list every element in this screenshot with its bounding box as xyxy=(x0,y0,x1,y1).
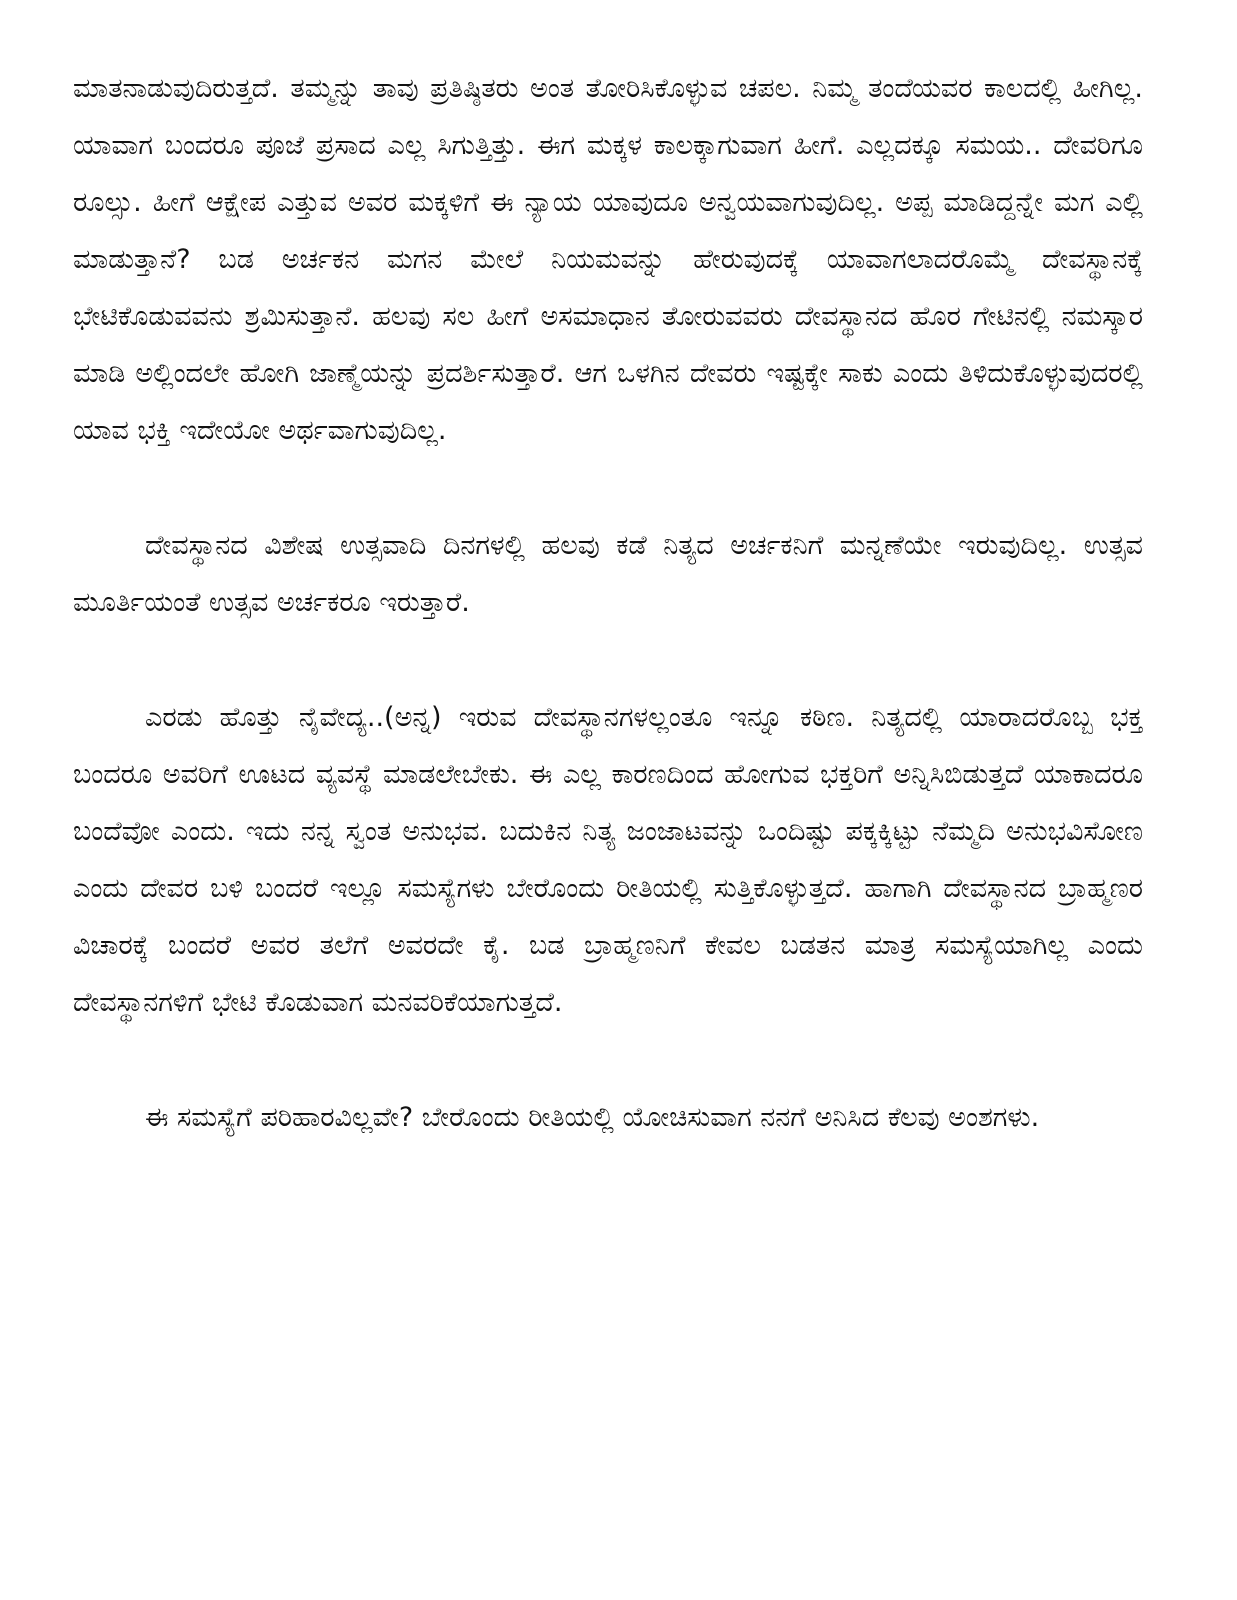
paragraph-1: ಮಾತನಾಡುವುದಿರುತ್ತದೆ. ತಮ್ಮನ್ನು ತಾವು ಪ್ರತಿಷ್ಠಿತರು ಅಂತ ತೋರಿಸಿಕೊಳ್ಳುವ ಚಪಲ. ನಿಮ್ಮ ತಂದೆಯವರ ಕಾಲದಲ್ಲಿ ಹೀಗಿಲ್ಲ. ಯಾವಾಗ ಬಂದರೂ ಪೂಜೆ ಪ್ರಸಾದ ಎಲ್ಲ ಸಿಗುತ್ತಿತ್ತು. ಈಗ ಮಕ್ಕಳ ಕಾಲಕ್ಕಾಗುವಾಗ ಹೀಗೆ. ಎಲ್ಲದಕ್ಕೂ ಸಮಯ.. ದೇವರಿಗೂ ರೂಲ್ಸು. ಹೀಗೆ ಆಕ್ಷೇಪ ಎತ್ತುವ ಅವರ ಮಕ್ಕಳಿಗೆ ಈ ನ್ಯಾಯ ಯಾವುದೂ ಅನ್ವಯವಾಗುವುದಿಲ್ಲ. ಅಪ್ಪ ಮಾಡಿದ್ದನ್ನೇ ಮಗ ಎಲ್ಲಿ ಮಾಡುತ್ತಾನೆ? ಬಡ ಅರ್ಚಕನ ಮಗನ ಮೇಲೆ ನಿಯಮವನ್ನು ಹೇರುವುದಕ್ಕೆ ಯಾವಾಗಲಾದರೊಮ್ಮೆ ದೇವಸ್ಥಾನಕ್ಕೆ ಭೇಟಿಕೊಡುವವನು ಶ್ರಮಿಸುತ್ತಾನೆ. ಹಲವು ಸಲ ಹೀಗೆ ಅಸಮಾಧಾನ ತೋರುವವರು ದೇವಸ್ಥಾನದ ಹೊರ ಗೇಟಿನಲ್ಲಿ ನಮಸ್ಕಾರ ಮಾಡಿ ಅಲ್ಲಿಂದಲೇ ಹೋಗಿ ಜಾಣ್ಮೆಯನ್ನು ಪ್ರದರ್ಶಿಸುತ್ತಾರೆ. ಆಗ ಒಳಗಿನ ದೇವರು ಇಷ್ಟಕ್ಕೇ ಸಾಕು ಎಂದು ತಿಳಿದುಕೊಳ್ಳುವುದರಲ್ಲಿ ಯಾವ ಭಕ್ತಿ ಇದೇಯೋ ಅರ್ಥವಾಗುವುದಿಲ್ಲ. xyxy=(73,73,1143,446)
paragraph-spacer xyxy=(73,1031,1143,1089)
document-page xyxy=(73,60,1143,1146)
paragraph-2: ದೇವಸ್ಥಾನದ ವಿಶೇಷ ಉತ್ಸವಾದಿ ದಿನಗಳಲ್ಲಿ ಹಲವು ಕಡೆ ನಿತ್ಯದ ಅರ್ಚಕನಿಗೆ ಮನ್ನಣೆಯೇ ಇರುವುದಿಲ್ಲ. ಉತ್ಸವ ಮೂರ್ತಿಯಂತೆ ಉತ್ಸವ ಅರ್ಚಕರೂ ಇರುತ್ತಾರೆ. xyxy=(73,530,1143,618)
paragraph-spacer xyxy=(73,459,1143,517)
paragraph-spacer xyxy=(73,631,1143,689)
paragraph-4: ಈ ಸಮಸ್ಯೆಗೆ ಪರಿಹಾರವಿಲ್ಲವೇ? ಬೇರೊಂದು ರೀತಿಯಲ್ಲಿ ಯೋಚಿಸುವಾಗ ನನಗೆ ಅನಿಸಿದ ಕೆಲವು ಅಂಶಗಳು. xyxy=(145,1102,1040,1133)
paragraph-3: ಎರಡು ಹೊತ್ತು ನೈವೇದ್ಯ..(ಅನ್ನ) ಇರುವ ದೇವಸ್ಥಾನಗಳಲ್ಲಂತೂ ಇನ್ನೂ ಕಠಿಣ. ನಿತ್ಯದಲ್ಲಿ ಯಾರಾದರೊಬ್ಬ ಭಕ್ತ ಬಂದರೂ ಅವರಿಗೆ ಊಟದ ವ್ಯವಸ್ಥೆ ಮಾಡಲೇಬೇಕು. ಈ ಎಲ್ಲ ಕಾರಣದಿಂದ ಹೋಗುವ ಭಕ್ತರಿಗೆ ಅನ್ನಿಸಿಬಿಡುತ್ತದೆ ಯಾಕಾದರೂ ಬಂದೆವೋ ಎಂದು. ಇದು ನನ್ನ ಸ್ವಂತ ಅನುಭವ. ಬದುಕಿನ ನಿತ್ಯ ಜಂಜಾಟವನ್ನು ಒಂದಿಷ್ಟು ಪಕ್ಕಕ್ಕಿಟ್ಟು ನೆಮ್ಮದಿ ಅನುಭವಿಸೋಣ ಎಂದು ದೇವರ ಬಳಿ ಬಂದರೆ ಇಲ್ಲೂ ಸಮಸ್ಯೆಗಳು ಬೇರೊಂದು ರೀತಿಯಲ್ಲಿ ಸುತ್ತಿಕೊಳ್ಳುತ್ತದೆ. ಹಾಗಾಗಿ ದೇವಸ್ಥಾನದ ಬ್ರಾಹ್ಮಣರ ವಿಚಾರಕ್ಕೆ ಬಂದರೆ ಅವರ ತಲೆಗೆ ಅವರದೇ ಕೈ. ಬಡ ಬ್ರಾಹ್ಮಣನಿಗೆ ಕೇವಲ ಬಡತನ ಮಾತ್ರ ಸಮಸ್ಯೆಯಾಗಿಲ್ಲ ಎಂದು ದೇವಸ್ಥಾನಗಳಿಗೆ ಭೇಟಿ ಕೊಡುವಾಗ ಮನವರಿಕೆಯಾಗುತ್ತದೆ. xyxy=(73,702,1143,1018)
